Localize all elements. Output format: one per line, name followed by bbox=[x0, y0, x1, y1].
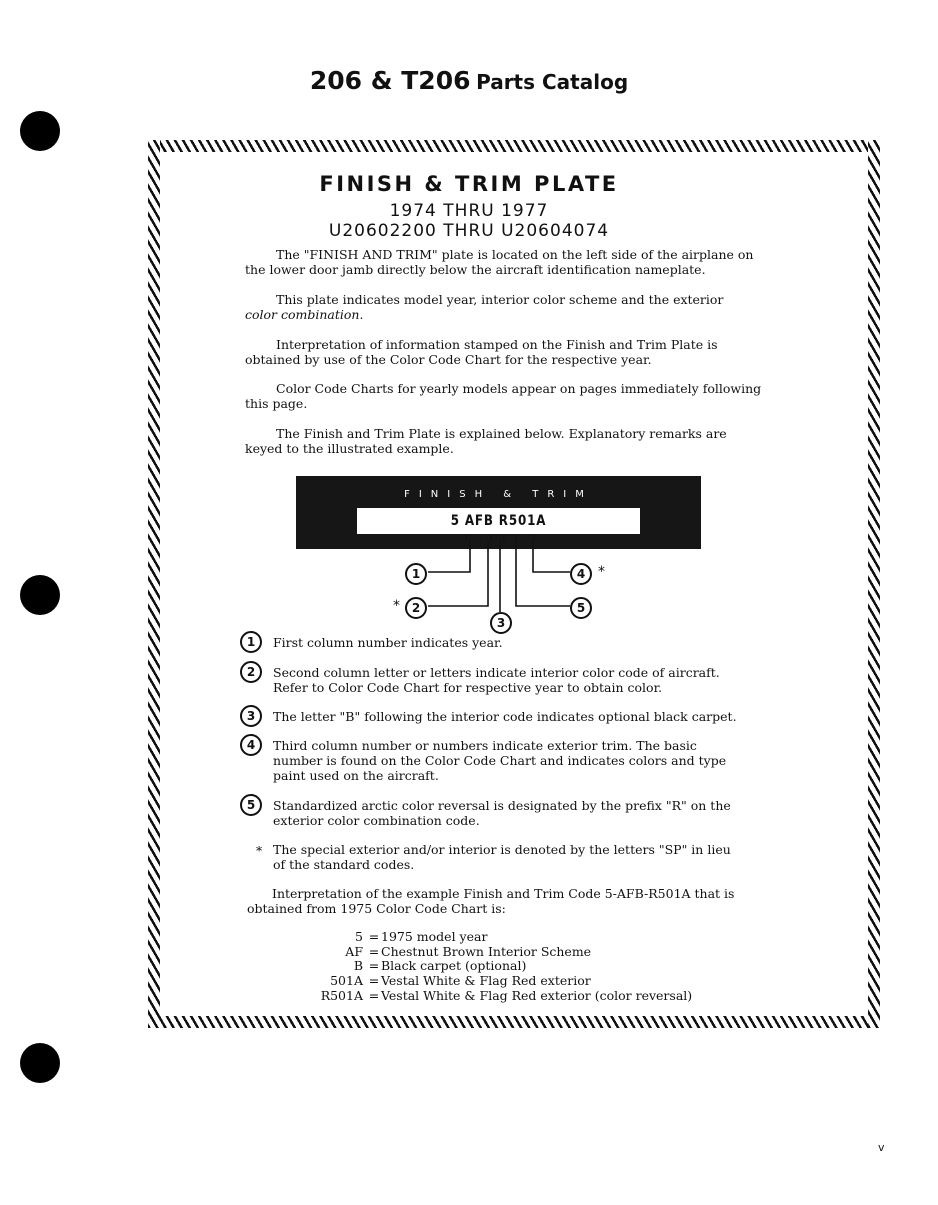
item-text-5 bbox=[273, 798, 793, 828]
item-line: number is found on the Color Code Chart and indicates colors and type bbox=[273, 753, 727, 768]
plate-code: 5 AFB R501A bbox=[450, 513, 547, 529]
legend-code: 501A bbox=[330, 973, 363, 989]
paragraph-line: obtained by use of the Color Code Chart for the respective year. bbox=[245, 352, 652, 367]
legend-equals: = bbox=[368, 958, 380, 974]
paragraph-line: this page. bbox=[245, 396, 308, 411]
paragraph-line: The Finish and Trim Plate is explained below. Explanatory remarks are bbox=[276, 426, 727, 441]
paragraph-line: This plate indicates model year, interior color scheme and the exterior bbox=[276, 292, 724, 307]
legend-row bbox=[240, 974, 692, 989]
page-number: v bbox=[878, 1141, 885, 1154]
item-number-2: 2 bbox=[240, 661, 262, 683]
leader-line-2 bbox=[428, 541, 488, 606]
note-line: of the standard codes. bbox=[273, 857, 415, 872]
code-tick-marks bbox=[466, 535, 534, 541]
section-years: 1974 THRU 1977 bbox=[389, 201, 549, 221]
item-line: The letter "B" following the interior code indicates optional black carpet. bbox=[273, 709, 737, 724]
item-line: paint used on the aircraft. bbox=[273, 768, 439, 783]
leader-line-1 bbox=[428, 541, 470, 572]
item-text-1 bbox=[273, 635, 793, 650]
paragraph-line: color combination. bbox=[245, 307, 364, 322]
legend-desc: Black carpet (optional) bbox=[381, 958, 527, 974]
item-number-5: 5 bbox=[240, 794, 262, 816]
legend-desc: Vestal White & Flag Red exterior bbox=[381, 973, 591, 989]
item-line: Standardized arctic color reversal is designated by the prefix "R" on the bbox=[273, 798, 731, 813]
item-text-2 bbox=[273, 665, 793, 695]
paragraph-line: keyed to the illustrated example. bbox=[245, 441, 454, 456]
callout-2: 2 bbox=[405, 597, 427, 619]
legend-equals: = bbox=[368, 987, 380, 1003]
legend-equals: = bbox=[368, 943, 380, 959]
legend-desc: Vestal White & Flag Red exterior (color reversal) bbox=[381, 987, 693, 1003]
leader-line-4 bbox=[533, 541, 570, 572]
item-number-3: 3 bbox=[240, 705, 262, 727]
legend-equals: = bbox=[368, 973, 380, 989]
catalog-title-label: Parts Catalog bbox=[476, 70, 629, 94]
note-text bbox=[273, 842, 793, 872]
section-serials: U20602200 THRU U20604074 bbox=[328, 221, 610, 241]
legend-code: AF bbox=[345, 943, 363, 959]
legend-row bbox=[240, 989, 692, 1004]
callout-4: 4 bbox=[570, 563, 592, 585]
legend-row bbox=[240, 930, 692, 945]
legend-desc: Chestnut Brown Interior Scheme bbox=[381, 943, 592, 959]
example-line: Interpretation of the example Finish and Trim Code 5-AFB-R501A that is bbox=[272, 886, 735, 901]
paragraph-line: The "FINISH AND TRIM" plate is located on the left side of the airplane on bbox=[276, 247, 754, 262]
paragraph-line: the lower door jamb directly below the aircraft identification nameplate. bbox=[245, 262, 706, 277]
callout-5: 5 bbox=[570, 597, 592, 619]
legend-desc: 1975 model year bbox=[381, 929, 488, 944]
example-paragraph bbox=[247, 886, 802, 916]
item-line: exterior color combination code. bbox=[273, 813, 480, 828]
note-asterisk: * bbox=[256, 843, 263, 858]
callout-2-asterisk: * bbox=[393, 598, 400, 614]
callout-1: 1 bbox=[405, 563, 427, 585]
callout-3: 3 bbox=[490, 612, 512, 634]
callout-4-asterisk: * bbox=[598, 564, 605, 580]
example-line: obtained from 1975 Color Code Chart is: bbox=[247, 901, 506, 916]
note-line: The special exterior and/or interior is denoted by the letters "SP" in lieu bbox=[273, 842, 731, 857]
item-text-3 bbox=[273, 709, 793, 724]
leader-line-5 bbox=[516, 541, 570, 606]
legend-equals: = bbox=[368, 929, 380, 944]
legend-row bbox=[240, 959, 692, 974]
legend-code: 5 bbox=[355, 929, 363, 944]
item-line: First column number indicates year. bbox=[273, 635, 503, 650]
code-legend bbox=[240, 930, 692, 1004]
legend-code: R501A bbox=[320, 987, 363, 1003]
item-line: Third column number or numbers indicate exterior trim. The basic bbox=[273, 738, 697, 753]
paragraph-line: Interpretation of information stamped on the Finish and Trim Plate is bbox=[276, 337, 718, 352]
item-line: Refer to Color Code Chart for respective year to obtain color. bbox=[273, 680, 663, 695]
legend-code: B bbox=[353, 958, 363, 974]
plate-header: FINISH & TRIM bbox=[404, 489, 593, 500]
paragraph-line: Color Code Charts for yearly models appear on pages immediately following bbox=[276, 381, 762, 396]
legend-row bbox=[240, 945, 692, 960]
item-number-4: 4 bbox=[240, 734, 262, 756]
item-line: Second column letter or letters indicate interior color code of aircraft. bbox=[273, 665, 720, 680]
item-number-1: 1 bbox=[240, 631, 262, 653]
section-title: FINISH & TRIM PLATE bbox=[319, 172, 619, 196]
catalog-title-model: 206 & T206 bbox=[309, 66, 471, 95]
item-text-4 bbox=[273, 738, 793, 783]
